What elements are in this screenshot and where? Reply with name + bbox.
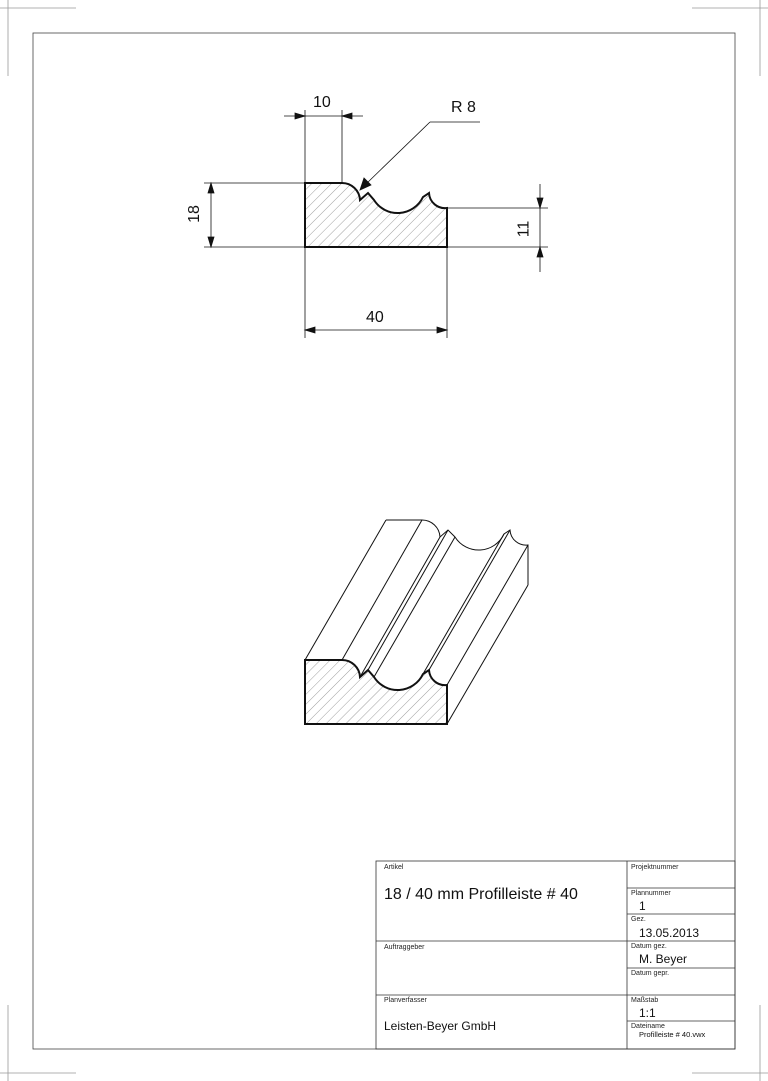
dimension-width-top xyxy=(284,110,363,183)
profile-section xyxy=(305,183,447,247)
radius-leader xyxy=(360,122,480,190)
artikel-value: 18 / 40 mm Profilleiste # 40 xyxy=(384,886,578,903)
dateiname-label: Dateiname xyxy=(631,1023,665,1030)
dimension-label-width-top: 10 xyxy=(313,94,331,111)
gez-label: Gez. xyxy=(631,916,646,923)
dimension-label-radius: R 8 xyxy=(451,99,476,116)
datum-gez-value: M. Beyer xyxy=(639,952,688,966)
masstab-label: Maßstab xyxy=(631,997,659,1004)
masstab-value: 1:1 xyxy=(639,1006,656,1020)
auftraggeber-label: Auftraggeber xyxy=(384,944,425,951)
artikel-label: Artikel xyxy=(384,864,404,871)
datum-gez-label: Datum gez. xyxy=(631,943,667,950)
projektnummer-label: Projektnummer xyxy=(631,864,679,871)
planverfasser-value: Leisten-Beyer GmbH xyxy=(384,1019,497,1033)
dateiname-value: Profilleiste # 40.vwx xyxy=(639,1030,706,1039)
plannummer-value: 1 xyxy=(639,899,646,913)
dimension-label-height-right: 11 xyxy=(515,220,533,238)
gez-value: 13.05.2013 xyxy=(639,926,700,940)
dimension-label-height-left: 18 xyxy=(185,205,203,223)
planverfasser-label: Planverfasser xyxy=(384,997,427,1004)
dimension-label-width-bottom: 40 xyxy=(366,309,384,326)
plannummer-label: Plannummer xyxy=(631,890,671,897)
datum-gepr-label: Datum gepr. xyxy=(631,970,670,977)
dimension-height-left xyxy=(204,183,305,247)
